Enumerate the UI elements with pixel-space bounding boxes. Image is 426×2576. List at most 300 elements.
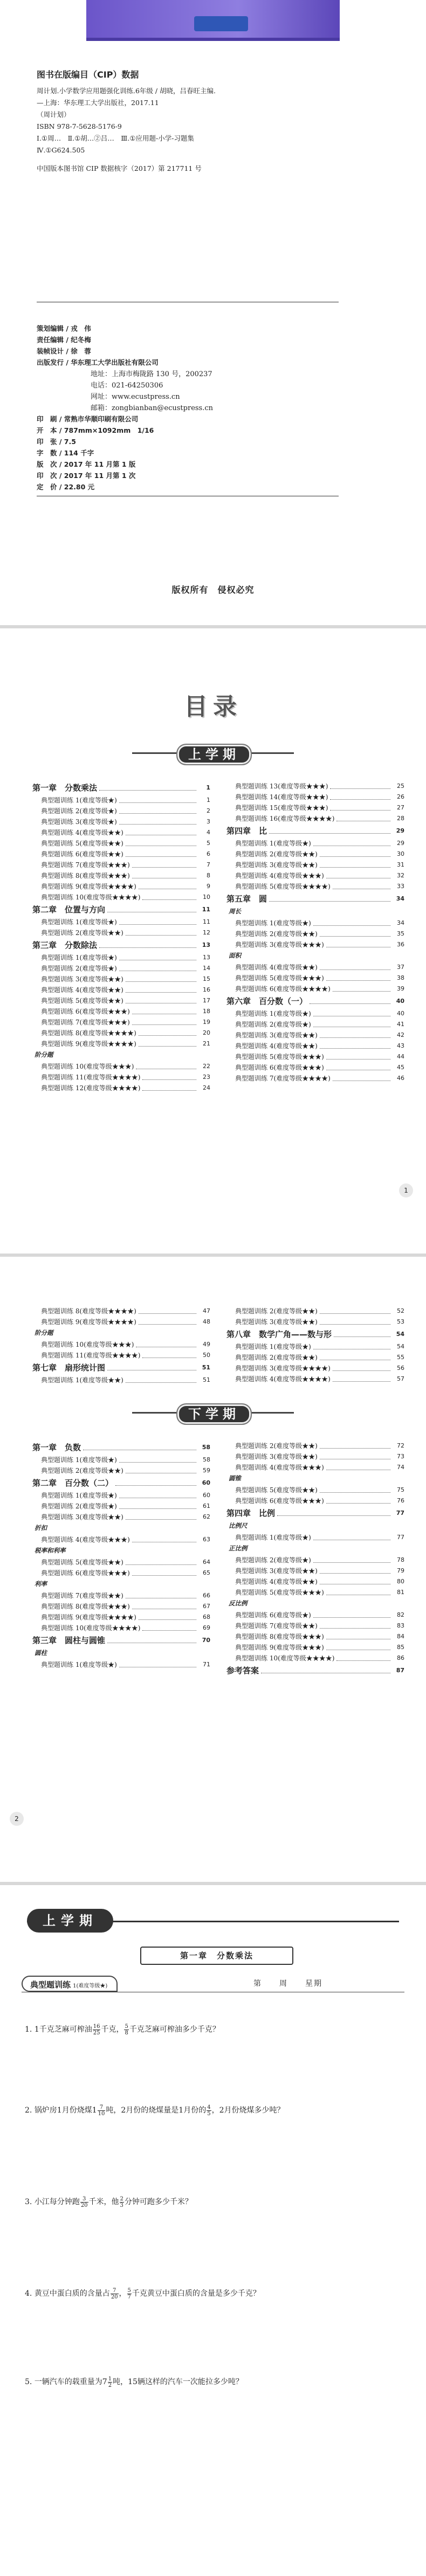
toc-section[interactable]: [32, 1327, 210, 1339]
toc-chapter[interactable]: [226, 891, 404, 905]
toc-entry[interactable]: [32, 1038, 210, 1049]
toc-label: 典型题训练 6(难度等级★★★★): [235, 985, 331, 993]
toc-label: 典型题训练 1(难度等级★): [41, 1491, 117, 1499]
question-text: 千克，: [101, 2025, 124, 2034]
toc-entry[interactable]: [226, 859, 404, 870]
toc-entry[interactable]: [226, 1008, 404, 1019]
toc-entry[interactable]: [226, 1652, 404, 1663]
toc-label: 典型题训练 2(难度等级★★): [235, 1442, 318, 1450]
toc-entry[interactable]: [32, 1659, 210, 1670]
toc-chapter[interactable]: [32, 780, 210, 794]
toc-section[interactable]: [32, 1049, 210, 1061]
toc-entry[interactable]: [226, 1352, 404, 1362]
toc-leader-dots: [320, 1319, 390, 1325]
toc-section[interactable]: [226, 905, 404, 917]
toc-label: 典型题训练 5(难度等级★★): [41, 996, 123, 1005]
toc-page-number: 60: [203, 1491, 210, 1499]
toc-entry[interactable]: [32, 1622, 210, 1633]
fraction: [127, 2288, 132, 2300]
toc-entry[interactable]: [226, 1019, 404, 1029]
toc-page-number: 37: [397, 963, 404, 971]
toc-entry[interactable]: [32, 805, 210, 816]
toc-label: 典型题训练 6(难度等级★): [235, 1611, 311, 1619]
info-row: [37, 401, 349, 413]
toc-label: 典型题训练 5(难度等级★★★): [235, 1588, 324, 1596]
toc-entry[interactable]: [226, 848, 404, 859]
toc-page-number: 59: [203, 1466, 210, 1474]
toc-leader-dots: [313, 920, 390, 926]
info-row: [37, 345, 349, 356]
toc-entry[interactable]: [226, 791, 404, 802]
toc-label: 典型题训练 2(难度等级★★): [41, 1466, 123, 1474]
part-label: 上学期: [27, 1909, 113, 1933]
toc-entry[interactable]: [226, 961, 404, 972]
toc-entry[interactable]: [32, 816, 210, 827]
toc-page-2: [0, 1257, 426, 1882]
toc-entry[interactable]: [226, 1532, 404, 1542]
question-text: 黄豆中蛋白质的含量占: [34, 2289, 110, 2298]
toc-label: 第一章 负数: [32, 1442, 81, 1452]
toc-entry[interactable]: [32, 1465, 210, 1476]
question-number: 2.: [25, 2106, 32, 2115]
fraction-denominator: 3: [120, 2202, 123, 2208]
toc-entry[interactable]: [226, 1620, 404, 1631]
toc-page-number: 76: [397, 1497, 404, 1504]
toc-chapter[interactable]: [32, 938, 210, 952]
toc-entry[interactable]: [226, 1451, 404, 1462]
toc-page-number: 86: [397, 1654, 404, 1661]
toc-entry[interactable]: [32, 1454, 210, 1465]
toc-entry[interactable]: [32, 1016, 210, 1027]
info-row: [37, 424, 349, 435]
toc-leader-dots: [269, 828, 390, 834]
toc-section[interactable]: [226, 1520, 404, 1532]
toc-leader-dots: [119, 819, 196, 825]
toc-label: 典型题训练 3(难度等级★★): [235, 861, 318, 869]
toc-page-number: 68: [203, 1613, 210, 1621]
toc-entry[interactable]: [32, 827, 210, 837]
info-row: [37, 458, 349, 469]
fraction-denominator: 20: [80, 2202, 88, 2208]
toc-section[interactable]: [226, 1472, 404, 1484]
toc-entry[interactable]: [226, 983, 404, 994]
toc-entry[interactable]: [32, 927, 210, 938]
toc-label: 典型题训练 1(难度等级★): [41, 1660, 117, 1668]
toc-label: 第七章 扇形统计图: [32, 1362, 106, 1373]
info-row: [37, 481, 349, 492]
toc-label: 典型题训练 10(难度等级★★★★): [41, 893, 141, 901]
toc-entry[interactable]: [32, 1006, 210, 1016]
toc-entry[interactable]: [226, 780, 404, 791]
toc-label: 第三章 圆柱与圆锥: [32, 1635, 106, 1645]
toc-leader-dots: [320, 931, 390, 937]
toc-chapter[interactable]: [226, 823, 404, 837]
toc-label: 典型题训练 1(难度等级★): [235, 839, 311, 847]
toc-label: 典型题训练 10(难度等级★★★): [41, 1340, 134, 1348]
toc-entry[interactable]: [32, 1490, 210, 1500]
toc-label: 典型题训练 1(难度等级★): [235, 1533, 311, 1541]
toc-page-number: 67: [203, 1602, 210, 1610]
toc-page-number: 9: [207, 882, 210, 890]
toc-entry[interactable]: [32, 952, 210, 962]
toc-page-number: 32: [397, 871, 404, 879]
question-text: 千米，他: [88, 2198, 119, 2206]
cip-line: （周计划）: [37, 110, 71, 119]
question-text: 锅炉房1月份烧煤1: [34, 2106, 97, 2115]
toc-page-number: 46: [397, 1074, 404, 1082]
upper-semester-banner: [170, 742, 256, 765]
publication-info: [37, 322, 349, 492]
toc-entry[interactable]: [226, 1495, 404, 1506]
toc-entry[interactable]: [32, 1534, 210, 1545]
toc-chapter[interactable]: [32, 902, 210, 916]
toc-leader-dots: [126, 840, 196, 846]
toc-label: 典型题训练 3(难度等级★): [41, 818, 117, 826]
toc-label: 典型题训练 9(难度等级★★★★): [41, 1040, 136, 1048]
toc-entry[interactable]: [32, 1601, 210, 1611]
toc-page-number: 70: [202, 1636, 210, 1644]
toc-page-number: 25: [397, 782, 404, 790]
fraction-numerator: 5: [125, 2023, 128, 2030]
toc-entry[interactable]: [32, 1071, 210, 1082]
toc-label: 第四章 比例: [226, 1508, 276, 1518]
toc-page-number: 28: [397, 814, 404, 822]
fraction-numerator: 7: [111, 2288, 119, 2294]
fraction-numerator: 1: [108, 2376, 112, 2382]
toc-page-number: 82: [397, 1611, 404, 1618]
toc-entry[interactable]: [32, 1511, 210, 1522]
toc-entry[interactable]: [226, 802, 404, 813]
toc-leader-dots: [313, 840, 390, 846]
info-row: [37, 413, 349, 424]
toc-entry[interactable]: [32, 973, 210, 984]
toc-entry[interactable]: [226, 1305, 404, 1316]
toc-page-number: 8: [207, 871, 210, 879]
toc-page-number: 50: [203, 1351, 210, 1359]
toc-label: 参考答案: [226, 1665, 259, 1675]
info-label: 印 刷 / 常熟市华顺印刷有限公司: [37, 414, 139, 423]
question-text: 吨，2月份的烧煤量是1月份的: [106, 2106, 207, 2115]
toc-leader-dots: [326, 941, 390, 947]
toc-section[interactable]: [32, 1545, 210, 1556]
fraction-numerator: 2: [120, 2196, 123, 2202]
toc-entry[interactable]: [226, 1029, 404, 1040]
toc-entry[interactable]: [32, 1082, 210, 1093]
copyright-notice: 版权所有 侵权必究: [171, 585, 255, 595]
toc-label: 典型题训练 4(难度等级★★): [235, 963, 318, 971]
toc-section[interactable]: [32, 1647, 210, 1659]
toc-chapter[interactable]: [32, 1633, 210, 1647]
info-value: 地址：上海市梅陇路 130 号，200237: [91, 370, 212, 378]
toc-label: 典型题训练 1(难度等级★): [235, 1342, 311, 1351]
toc-leader-dots: [119, 1492, 196, 1498]
toc-chapter[interactable]: [226, 1327, 404, 1341]
fraction-denominator: 25: [93, 2030, 100, 2036]
toc-page-number: 39: [397, 985, 404, 992]
toc-label: 面积: [229, 952, 241, 959]
toc-leader-dots: [330, 805, 390, 811]
toc-label: 典型题训练 12(难度等级★★★★): [41, 1084, 141, 1092]
toc-leader-dots: [107, 1637, 196, 1643]
toc-entry[interactable]: [226, 1554, 404, 1565]
toc-page-number: 83: [397, 1622, 404, 1629]
toc-page-number: 1: [207, 796, 210, 804]
info-row: [37, 356, 349, 368]
toc-entry[interactable]: [226, 1609, 404, 1620]
toc-leader-dots: [139, 1319, 196, 1325]
toc-label: 典型题训练 16(难度等级★★★★): [235, 814, 335, 822]
toc-page-number: 20: [203, 1029, 210, 1036]
toc-leader-dots: [132, 1019, 196, 1025]
toc-entry[interactable]: [226, 813, 404, 823]
toc-page-number: 5: [207, 839, 210, 847]
fraction-numerator: 4: [207, 2104, 211, 2110]
toc-label: 典型题训练 3(难度等级★★): [235, 1452, 318, 1460]
toc-page-number: 80: [397, 1577, 404, 1585]
toc-leader-dots: [126, 1377, 196, 1383]
toc-label: 典型题训练 5(难度等级★★): [235, 1486, 318, 1494]
toc-label: 典型题训练 7(难度等级★★★★): [235, 1074, 331, 1082]
toc-page-number: 61: [203, 1502, 210, 1509]
toc-label: 典型题训练 3(难度等级★★): [41, 1513, 123, 1521]
toc-leader-dots: [269, 896, 390, 902]
toc-entry[interactable]: [226, 1362, 404, 1373]
question-text: 小江每分钟跑: [34, 2198, 80, 2206]
toc-label: 典型题训练 6(难度等级★★★): [235, 1063, 324, 1071]
toc-page-number: 56: [397, 1364, 404, 1372]
toc-left-column-bottom: [32, 1440, 210, 1670]
toc-page-number: 74: [397, 1463, 404, 1471]
toc-entry[interactable]: [226, 1062, 404, 1072]
toc-page-number: 15: [203, 975, 210, 982]
toc-entry[interactable]: [226, 1316, 404, 1327]
toc-page-number: 58: [202, 1443, 210, 1451]
toc-entry[interactable]: [32, 984, 210, 995]
fraction-denominator: 2: [108, 2382, 112, 2388]
toc-page-number: 41: [397, 1020, 404, 1028]
toc-label: 典型题训练 7(难度等级★★): [41, 1591, 123, 1599]
toc-section[interactable]: [226, 1597, 404, 1609]
toc-leader-dots: [320, 1308, 390, 1314]
page-number: 1: [399, 1183, 413, 1197]
toc-leader-dots: [320, 1487, 390, 1493]
toc-leader-dots: [142, 1625, 196, 1631]
toc-leader-dots: [326, 1644, 390, 1650]
toc-leader-dots: [320, 862, 390, 868]
toc-page-number: 45: [397, 1063, 404, 1071]
toc-leader-dots: [139, 1614, 196, 1620]
toc-label: 第五章 圆: [226, 894, 267, 904]
fraction: [93, 2024, 101, 2036]
toc-entry[interactable]: [32, 1590, 210, 1601]
toc-entry[interactable]: [32, 1611, 210, 1622]
toc-leader-dots: [126, 1514, 196, 1520]
fraction: [98, 2104, 106, 2117]
toc-leader-dots: [333, 883, 390, 889]
toc-leader-dots: [313, 1344, 390, 1349]
toc-leader-dots: [142, 894, 196, 900]
toc-leader-dots: [126, 930, 196, 936]
toc-label: 典型题训练 8(难度等级★★★★): [41, 1307, 136, 1315]
toc-entry[interactable]: [226, 939, 404, 950]
toc-entry[interactable]: [32, 1374, 210, 1385]
fraction: [111, 2288, 119, 2300]
toc-leader-dots: [119, 1457, 196, 1463]
toc-page-number: 21: [203, 1040, 210, 1047]
cip-line: Ⅳ.①G624.505: [37, 146, 85, 154]
toc-leader-dots: [119, 1661, 196, 1667]
toc-entry[interactable]: [32, 848, 210, 859]
question-text: ，: [119, 2289, 127, 2298]
toc-section[interactable]: [226, 1542, 404, 1554]
toc-label: 典型题训练 3(难度等级★★): [41, 975, 123, 983]
question-2: [25, 2104, 402, 2117]
toc-section[interactable]: [226, 950, 404, 961]
toc-page-number: 36: [397, 940, 404, 948]
toc-page-number: 79: [397, 1567, 404, 1574]
toc-entry[interactable]: [32, 916, 210, 927]
toc-label: 典型题训练 6(难度等级★★): [41, 850, 123, 858]
toc-entry[interactable]: [226, 928, 404, 939]
question-text: 千克黄豆中蛋白质的含量是多少千克？: [132, 2289, 260, 2298]
toc-page-number: 40: [396, 997, 404, 1005]
toc-chapter[interactable]: [32, 1360, 210, 1374]
toc-leader-dots: [320, 1578, 390, 1584]
toc-page-number: 34: [397, 919, 404, 926]
toc-leader-dots: [336, 1655, 390, 1661]
toc-label: 典型题训练 4(难度等级★★): [235, 1577, 318, 1585]
toc-entry[interactable]: [226, 1040, 404, 1051]
toc-label: 典型题训练 2(难度等级★★): [235, 930, 318, 938]
toc-entry[interactable]: [226, 1440, 404, 1451]
toc-label: 典型题训练 6(难度等级★★★): [41, 1569, 130, 1577]
toc-chapter[interactable]: [32, 1476, 210, 1490]
toc-chapter[interactable]: [226, 1506, 404, 1520]
toc-entry[interactable]: [226, 1631, 404, 1642]
toc-entry[interactable]: [226, 881, 404, 891]
toc-label: 利率: [35, 1580, 47, 1588]
toc-section[interactable]: [32, 1578, 210, 1590]
page-number: 2: [10, 1812, 24, 1826]
toc-entry[interactable]: [32, 1027, 210, 1038]
toc-label: 典型题训练 9(难度等级★★★★): [41, 1613, 136, 1621]
toc-leader-dots: [313, 1021, 390, 1027]
toc-entry[interactable]: [32, 881, 210, 891]
cip-line: 周计划.小学数学应用题强化训练.6年级 / 胡晓，吕春旺主编.: [37, 87, 216, 95]
toc-label: 第六章 百分数（一）: [226, 996, 308, 1006]
toc-entry[interactable]: [226, 917, 404, 928]
toc-right-column: [226, 780, 404, 1083]
toc-leader-dots: [320, 851, 390, 857]
toc-page-number: 11: [203, 918, 210, 925]
toc-section[interactable]: [32, 1522, 210, 1534]
week-day-field: 第 周 星期: [253, 1979, 322, 1988]
toc-entry[interactable]: [32, 1316, 210, 1327]
cover-label-block: [194, 16, 248, 31]
toc-label: 折扣: [35, 1524, 47, 1532]
toc-page-number: 87: [396, 1666, 404, 1674]
toc-entry[interactable]: [32, 1349, 210, 1360]
toc-chapter[interactable]: [32, 1440, 210, 1454]
toc-label: 典型题训练 7(难度等级★★★): [41, 861, 130, 869]
chapter-title: 第一章 分数乘法: [140, 1947, 293, 1965]
toc-entry[interactable]: [226, 870, 404, 881]
toc-page-number: 85: [397, 1643, 404, 1651]
toc-entry[interactable]: [32, 1500, 210, 1511]
toc-page-number: 44: [397, 1052, 404, 1060]
toc-label: 典型题训练 2(难度等级★): [41, 1502, 117, 1510]
toc-leader-dots: [313, 1010, 390, 1016]
question-number: 3.: [25, 2198, 32, 2206]
toc-entry[interactable]: [226, 1341, 404, 1352]
toc-leader-dots: [107, 906, 196, 912]
toc-label: 典型题训练 10(难度等级★★★★): [235, 1654, 335, 1662]
toc-leader-dots: [132, 1570, 196, 1576]
info-label: 版 次 / 2017 年 11 月第 1 版: [37, 460, 136, 468]
toc-entry[interactable]: [226, 837, 404, 848]
toc-label: 典型题训练 5(难度等级★★★): [235, 1052, 324, 1061]
toc-entry[interactable]: [32, 1339, 210, 1349]
info-row: [37, 368, 349, 379]
toc-page-number: 7: [207, 861, 210, 868]
toc-entry[interactable]: [32, 859, 210, 870]
toc-leader-dots: [261, 1667, 390, 1673]
book-cover-strip: [86, 0, 340, 41]
toc-entry[interactable]: [32, 962, 210, 973]
toc-entry[interactable]: [226, 1565, 404, 1576]
toc-entry[interactable]: [32, 1567, 210, 1578]
toc-entry[interactable]: [32, 870, 210, 881]
toc-label: 圆锥: [229, 1474, 241, 1482]
toc-entry[interactable]: [226, 1484, 404, 1495]
toc-leader-dots: [139, 1041, 196, 1047]
toc-entry[interactable]: [32, 891, 210, 902]
toc-label: 第八章 数学广角——数与形: [226, 1329, 332, 1339]
toc-entry[interactable]: [226, 1051, 404, 1062]
toc-page-1: [0, 628, 426, 1254]
toc-leader-dots: [142, 1074, 196, 1080]
toc-page-number: 11: [202, 905, 210, 913]
toc-answers[interactable]: [226, 1663, 404, 1677]
toc-entry[interactable]: [32, 995, 210, 1006]
toc-entry[interactable]: [226, 1587, 404, 1597]
toc-entry[interactable]: [32, 794, 210, 805]
toc-entry[interactable]: [226, 1576, 404, 1587]
toc-page-number: 71: [203, 1660, 210, 1668]
toc-entry[interactable]: [226, 1462, 404, 1472]
question-4: [25, 2287, 402, 2300]
toc-entry[interactable]: [226, 972, 404, 983]
toc-entry[interactable]: [32, 837, 210, 848]
toc-page-number: 35: [397, 930, 404, 937]
toc-page-number: 52: [397, 1307, 404, 1314]
toc-page-number: 23: [203, 1073, 210, 1081]
toc-entry[interactable]: [226, 1373, 404, 1384]
toc-page-number: 30: [397, 850, 404, 857]
toc-chapter[interactable]: [226, 994, 404, 1008]
toc-label: 比例尺: [229, 1522, 248, 1529]
toc-entry[interactable]: [226, 1072, 404, 1083]
toc-entry[interactable]: [226, 1642, 404, 1652]
toc-entry[interactable]: [32, 1061, 210, 1071]
toc-leader-dots: [320, 1443, 390, 1449]
toc-entry[interactable]: [32, 1556, 210, 1567]
info-row: [37, 334, 349, 345]
toc-page-number: 51: [202, 1363, 210, 1371]
toc-label: 第四章 比: [226, 826, 267, 836]
toc-entry[interactable]: [32, 1305, 210, 1316]
info-row: [37, 322, 349, 334]
